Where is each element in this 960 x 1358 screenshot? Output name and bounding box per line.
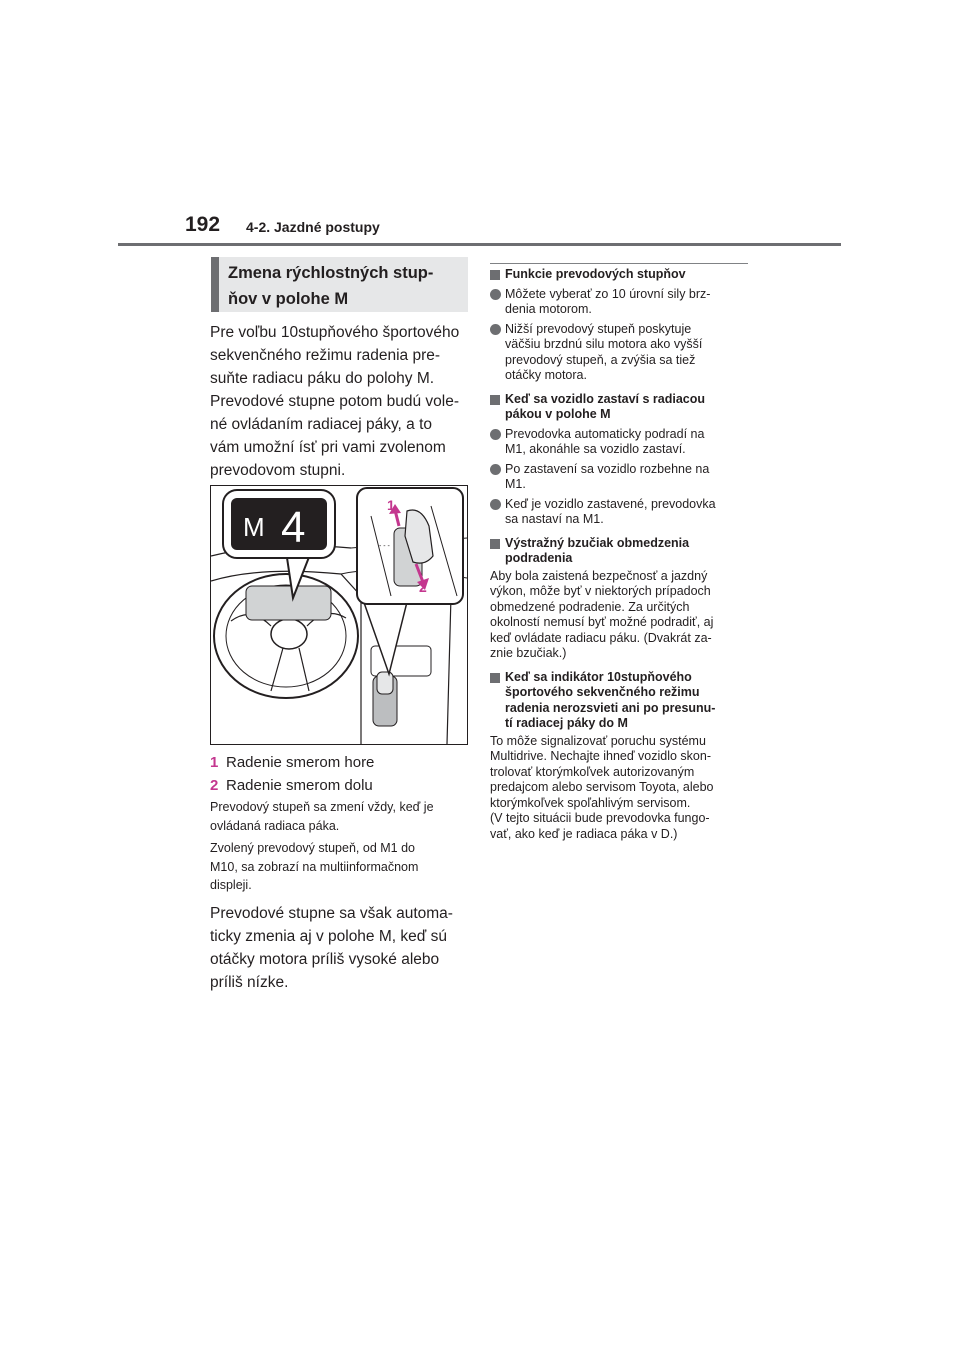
note-line: Prevodový stupeň sa zmení vždy, keď je [210,800,434,814]
note-line: ovládaná radiaca páka. [210,818,340,833]
bullet-item [490,497,750,528]
callout-1: 1 [387,497,395,513]
note-line: Zvolený prevodový stupeň, od M1 do [210,841,415,855]
item-text: Radenie smerom hore [226,754,375,771]
paragraph-line: trolovať ktorýmkoľvek autorizovaným [490,764,695,779]
intro-line: sekvenčného režimu radenia pre- [210,347,441,364]
heading-line: ňov v polohe M [228,290,349,308]
bullet-item [490,462,750,493]
paragraph-line: znie bzučiak.) [490,646,567,660]
shift-lever-illustration [210,485,468,745]
note [210,798,468,835]
bullet-item [490,427,750,458]
subheading-line: podradenia [505,551,573,565]
section-heading [211,257,468,312]
intro-line: suňte radiacu páku do polohy M. [210,370,435,387]
closing-line: Prevodové stupne sa však automa- [210,905,453,922]
list-item [210,751,468,774]
intro-line: Prevodové stupne potom budú vole- [210,393,460,410]
paragraph-line: vať, ako keď je radiaca páka v D.) [490,826,678,841]
subheading: Funkcie prevodových stupňov [490,267,750,283]
bullet-line: otáčky motora. [505,368,587,382]
intro-paragraph [210,321,468,482]
bullet-line: M1, akonáhle sa vozidlo zastaví. [505,442,686,456]
closing-line: príliš nízke. [210,974,289,991]
bullet-line: prevodový stupeň, a zvýšia sa tiež [505,352,696,367]
numbered-list [210,751,468,797]
intro-line: Pre voľbu 10stupňového športového [210,324,460,341]
paragraph-line: Multidrive. Nechajte ihneď vozidlo skon- [490,749,711,763]
paragraph-line: (V tejto situácii bude prevodovka fungo- [490,811,710,825]
paragraph-line: To môže signalizovať poruchu systému [490,733,706,748]
closing-paragraph [210,902,468,994]
paragraph-line: výkon, môže byť v niektorých prípadoch [490,584,711,598]
paragraph-line: ktorýmkoľvek spoľahlivým servisom. [490,795,691,810]
heading-line: Zmena rýchlostných stup- [228,264,434,282]
item-number: 2 [210,777,219,794]
intro-line: vám umožní ísť pri vami zvolenom [210,439,446,456]
intro-line: né ovládaním radiacej páky, a to [210,416,433,433]
intro-line: prevodovom stupni. [210,462,346,479]
subheading-line: Keď sa indikátor 10stupňového [505,669,692,684]
bullet-line: Keď je vozidlo zastavené, prevodovka [505,496,716,511]
closing-line: otáčky motora príliš vysoké alebo [210,951,440,968]
paragraph-line: keď ovládate radiacu páku. (Dvakrát za- [490,630,712,645]
figure-notes [210,798,468,899]
list-item [210,774,468,797]
bullet-line: Môžete vyberať zo 10 úrovní sily brz- [505,286,711,301]
bullet-line: väčšiu brzdnú silu motora ako vyšší [505,337,703,351]
paragraph-line: okolností nemusí byť možné podradiť, aj [490,615,714,629]
note-line: M10, sa zobrazí na multiinformačnom [210,859,419,874]
subheading [490,670,750,732]
section-title: 4-2. Jazdné postupy [246,219,380,235]
right-column [490,263,750,842]
paragraph [490,569,750,662]
subheading-line: športového sekvenčného režimu [505,685,700,699]
subheading [490,392,750,423]
subheading-line: radenia nerozsvieti ani po presunu- [505,700,716,715]
bullet-line: denia motorom. [505,302,592,316]
header-rule [118,243,841,246]
paragraph-line: Aby bola zaistená bezpečnosť a jazdný [490,568,708,583]
subheading-rule [490,263,748,264]
bullet-line: sa nastaví na M1. [505,512,604,526]
bullet-item [490,322,750,384]
svg-text:- - -: - - - [379,543,390,550]
note-line: displeji. [210,878,252,892]
closing-line: ticky zmenia aj v polohe M, keď sú [210,928,447,945]
subheading-line: pákou v polohe M [505,407,611,421]
bullet-item [490,287,750,318]
bullet-line: Nižší prevodový stupeň poskytuje [505,321,692,336]
bullet-line: Prevodovka automaticky podradí na [505,426,705,441]
item-number: 1 [210,754,219,771]
display-letter: M [243,512,265,542]
paragraph-line: predajcom alebo servisom Toyota, alebo [490,780,714,794]
paragraph-line: obmedzené podradenie. Za určitých [490,599,690,614]
subheading [490,536,750,567]
bullet-line: M1. [505,477,526,491]
bullet-line: Po zastavení sa vozidlo rozbehne na [505,461,710,476]
display-number: 4 [281,503,306,552]
page-number: 192 [185,213,221,236]
paragraph [490,734,750,843]
callout-2: 2 [419,579,427,595]
subheading-line: Keď sa vozidlo zastaví s radiacou [505,391,706,406]
subheading-line: tí radiacej páky do M [505,716,628,730]
item-text: Radenie smerom dolu [226,777,373,794]
subheading-line: Výstražný bzučiak obmedzenia [505,535,690,550]
note [210,839,468,895]
